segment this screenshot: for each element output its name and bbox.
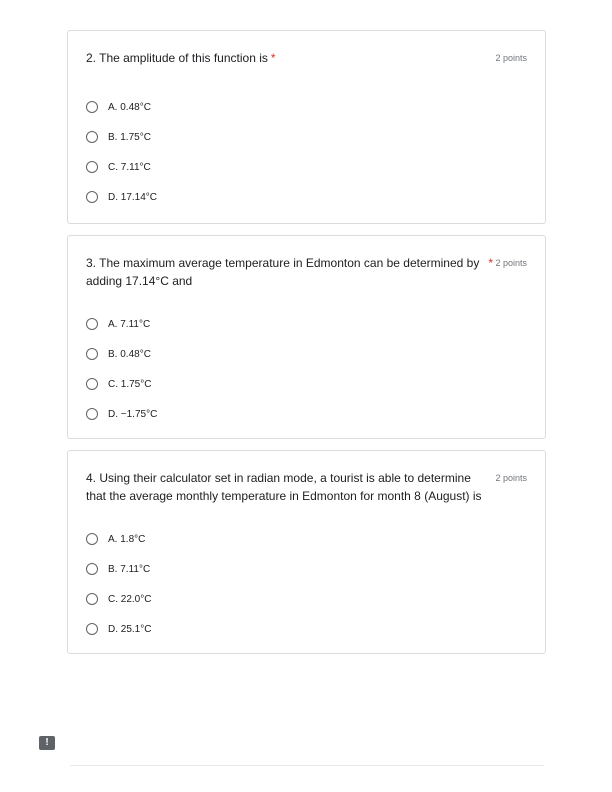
option-label: C. 1.75°C bbox=[108, 378, 152, 390]
question-text: 4. Using their calculator set in radian mode, a tourist is able to determine that the average monthly temperature in Edmonton for month 8 (August) is bbox=[86, 471, 482, 503]
radio-button[interactable] bbox=[86, 191, 98, 203]
option-b[interactable] bbox=[86, 122, 157, 152]
option-label: A. 0.48°C bbox=[108, 101, 151, 113]
option-label: D. −1.75°C bbox=[108, 408, 158, 420]
option-d[interactable] bbox=[86, 614, 151, 644]
radio-button[interactable] bbox=[86, 348, 98, 360]
option-b[interactable] bbox=[86, 554, 151, 584]
option-label: B. 0.48°C bbox=[108, 348, 151, 360]
required-asterisk: * bbox=[270, 51, 276, 65]
question-title bbox=[86, 49, 486, 67]
points-label: 2 points bbox=[495, 473, 527, 483]
question-card-3 bbox=[67, 235, 546, 439]
option-label: C. 7.11°C bbox=[108, 161, 151, 173]
points-label: 2 points bbox=[495, 53, 527, 63]
radio-button[interactable] bbox=[86, 593, 98, 605]
question-card-4 bbox=[67, 450, 546, 654]
radio-button[interactable] bbox=[86, 378, 98, 390]
option-c[interactable] bbox=[86, 152, 157, 182]
radio-button[interactable] bbox=[86, 131, 98, 143]
radio-button[interactable] bbox=[86, 563, 98, 575]
option-a[interactable] bbox=[86, 92, 157, 122]
report-icon[interactable]: ! bbox=[39, 736, 55, 750]
radio-button[interactable] bbox=[86, 408, 98, 420]
option-d[interactable] bbox=[86, 182, 157, 212]
option-label: A. 1.8°C bbox=[108, 533, 146, 545]
radio-button[interactable] bbox=[86, 533, 98, 545]
question-card-2 bbox=[67, 30, 546, 224]
option-label: D. 25.1°C bbox=[108, 623, 152, 635]
option-a[interactable] bbox=[86, 524, 151, 554]
radio-button[interactable] bbox=[86, 623, 98, 635]
radio-button[interactable] bbox=[86, 161, 98, 173]
required-asterisk: * bbox=[488, 256, 493, 270]
options-list bbox=[86, 92, 157, 212]
points-label: 2 points bbox=[495, 258, 527, 268]
option-c[interactable] bbox=[86, 584, 151, 614]
radio-button[interactable] bbox=[86, 101, 98, 113]
option-b[interactable] bbox=[86, 339, 157, 369]
question-text: 3. The maximum average temperature in Edmonton can be determined by adding 17.14°C and bbox=[86, 256, 480, 288]
footer-divider bbox=[70, 765, 544, 766]
option-a[interactable] bbox=[86, 309, 157, 339]
option-c[interactable] bbox=[86, 369, 157, 399]
option-label: B. 7.11°C bbox=[108, 563, 151, 575]
options-list bbox=[86, 309, 157, 429]
option-d[interactable] bbox=[86, 399, 157, 429]
radio-button[interactable] bbox=[86, 318, 98, 330]
option-label: B. 1.75°C bbox=[108, 131, 151, 143]
options-list bbox=[86, 524, 151, 644]
question-title bbox=[86, 469, 486, 505]
option-label: C. 22.0°C bbox=[108, 593, 152, 605]
question-title bbox=[86, 254, 486, 290]
option-label: D. 17.14°C bbox=[108, 191, 158, 203]
option-label: A. 7.11°C bbox=[108, 318, 151, 330]
question-text: 2. The amplitude of this function is bbox=[86, 51, 268, 65]
